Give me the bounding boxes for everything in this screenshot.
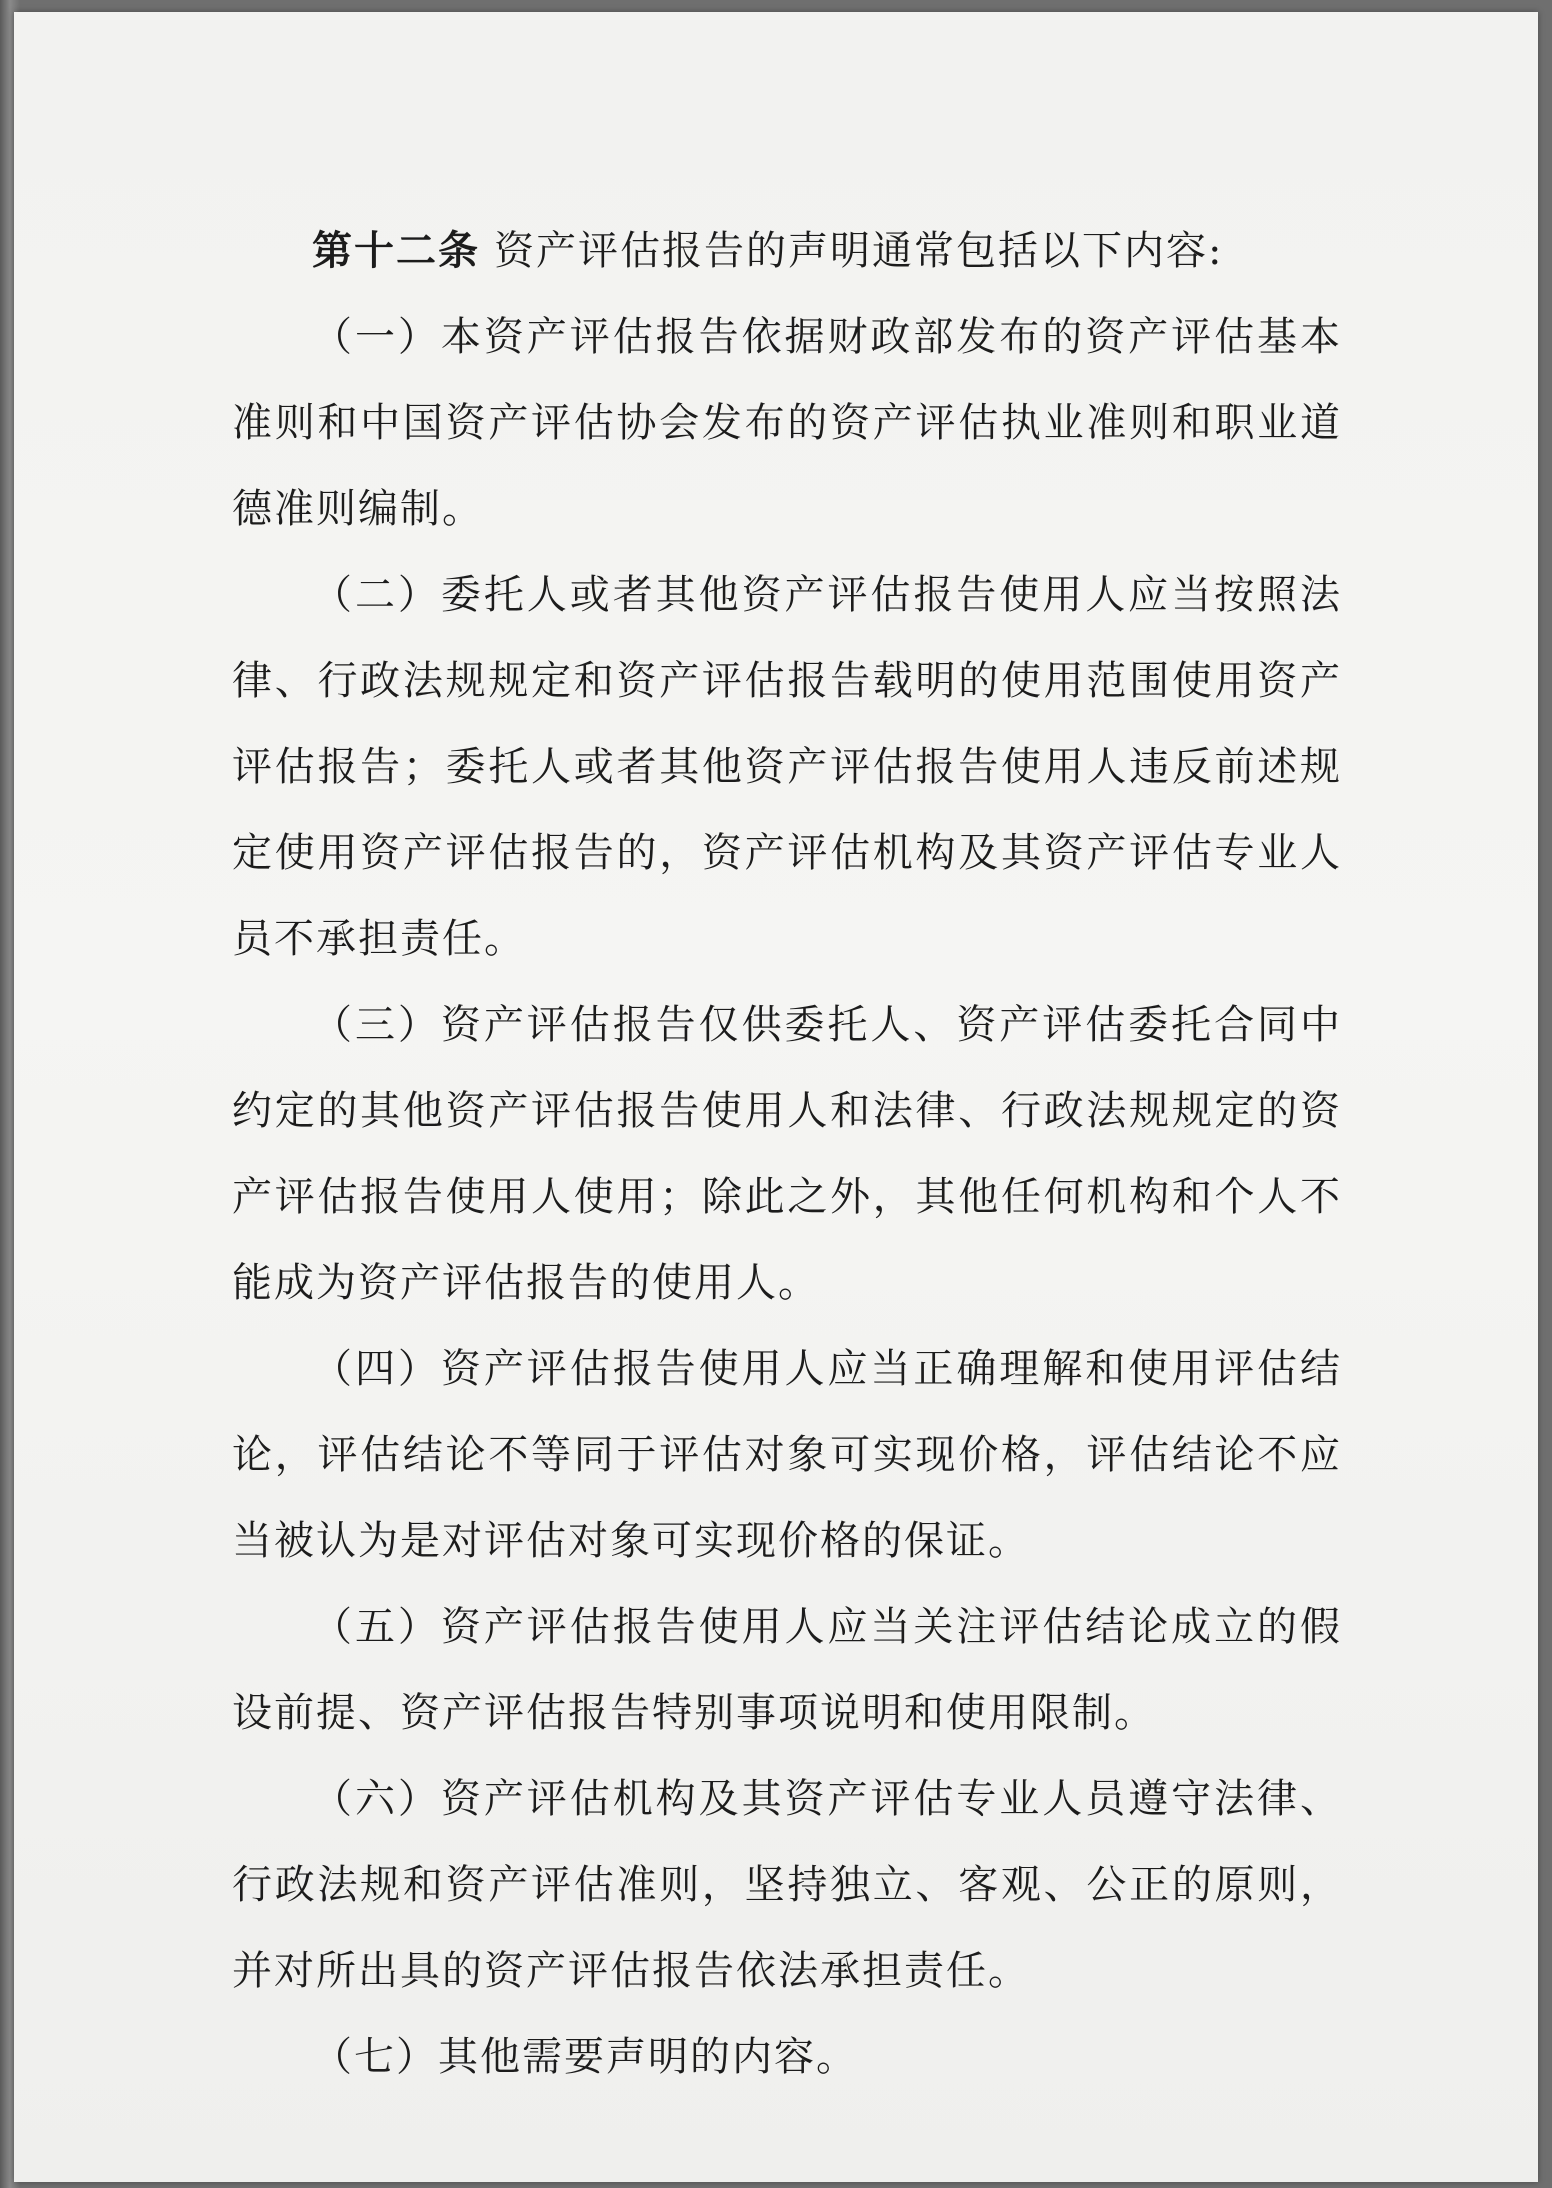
item-4: （四）资产评估报告使用人应当正确理解和使用评估结论，评估结论不等同于评估对象可实现价格，评估结论不应当被认为是对评估对象可实现价格的保证。: [232, 1346, 1342, 1564]
document-body: [232, 208, 1342, 2100]
item-3: （三）资产评估报告仅供委托人、资产评估委托合同中约定的其他资产评估报告使用人和法律、行政法规规定的资产评估报告使用人使用；除此之外，其他任何机构和个人不能成为资产评估报告的使用人。: [232, 1002, 1342, 1306]
article-intro: 资产评估报告的声明通常包括以下内容:: [494, 228, 1224, 274]
document-page: [14, 12, 1538, 2182]
article-number: 第十二条: [312, 227, 480, 274]
item-6: （六）资产评估机构及其资产评估专业人员遵守法律、行政法规和资产评估准则，坚持独立、客观、公正的原则，并对所出具的资产评估报告依法承担责任。: [232, 1776, 1342, 1994]
article-heading: [232, 208, 1342, 294]
item-1: （一）本资产评估报告依据财政部发布的资产评估基本准则和中国资产评估协会发布的资产评估执业准则和职业道德准则编制。: [232, 314, 1342, 532]
item-7: （七）其他需要声明的内容。: [312, 2034, 858, 2080]
item-2: （二）委托人或者其他资产评估报告使用人应当按照法律、行政法规规定和资产评估报告载明的使用范围使用资产评估报告；委托人或者其他资产评估报告使用人违反前述规定使用资产评估报告的，资产评估机构及其资产评估专业人员不承担责任。: [232, 572, 1342, 962]
item-5: （五）资产评估报告使用人应当关注评估结论成立的假设前提、资产评估报告特别事项说明和使用限制。: [232, 1604, 1342, 1736]
